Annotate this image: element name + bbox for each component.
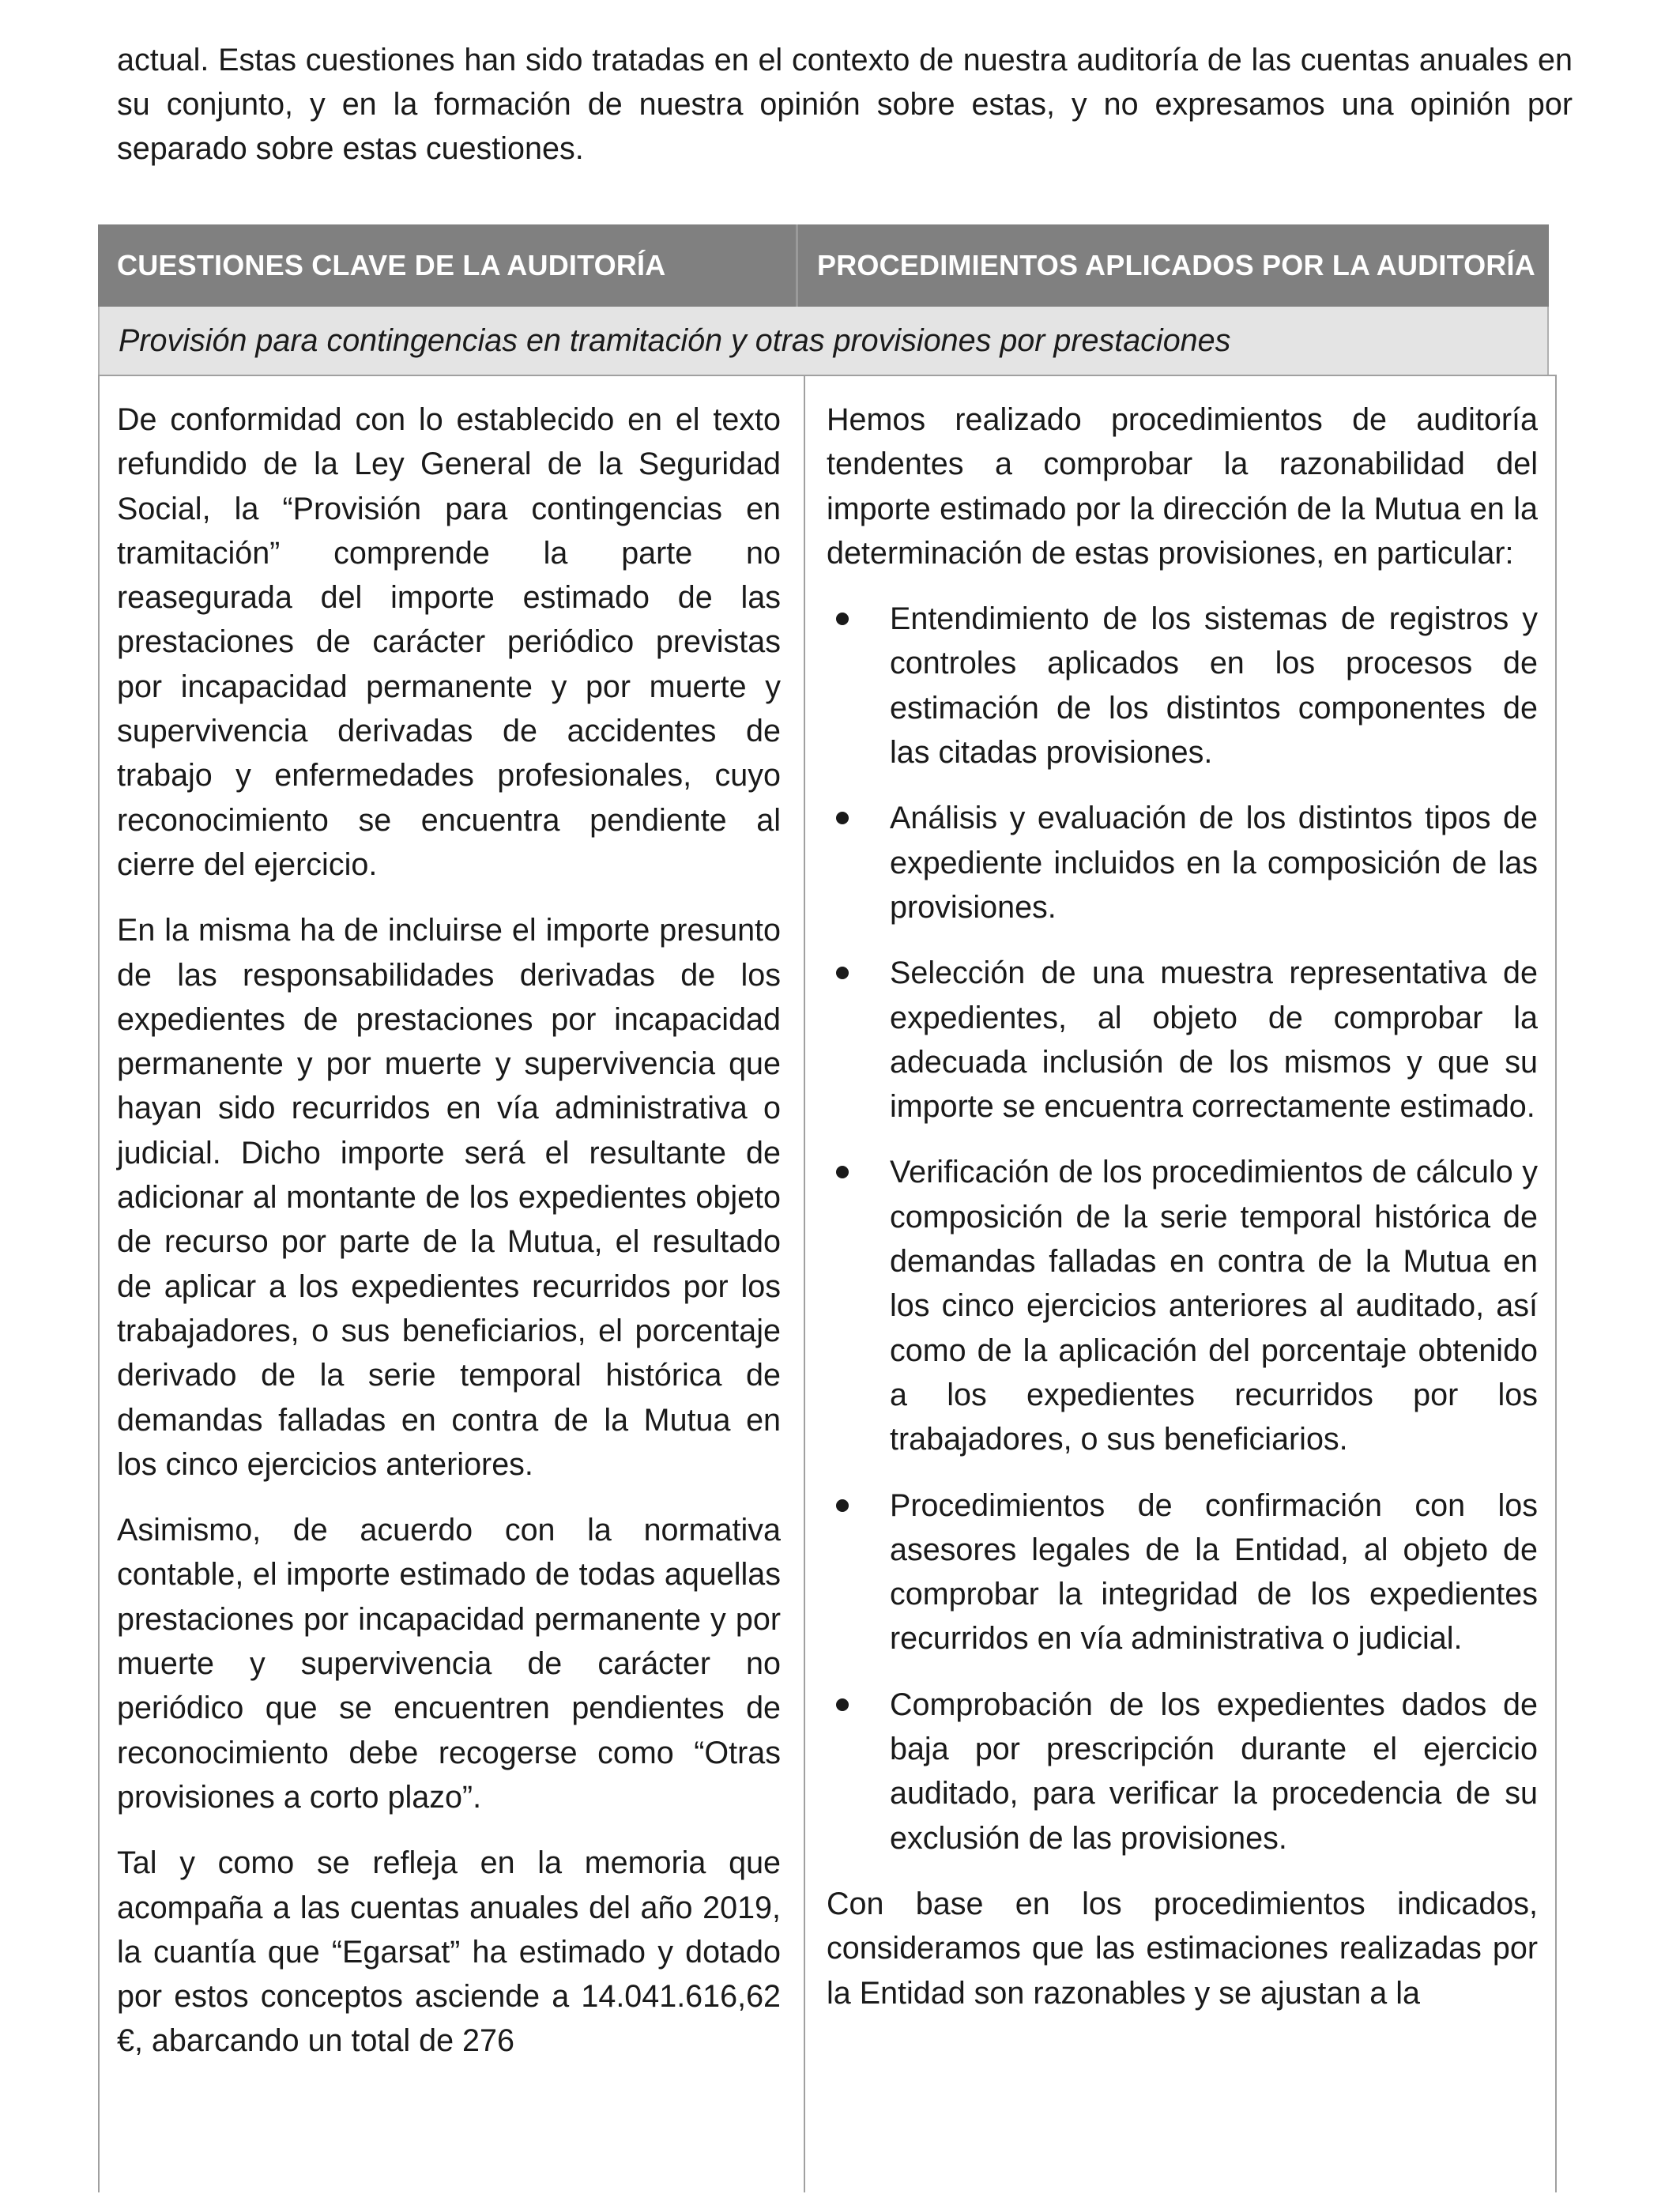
procedures-intro: Hemos realizado procedimientos de auditoría tendentes a comprobar la razonabilidad del importe estimado por la dirección de la Mutua en la determinación de estas provisiones, en particular:: [827, 402, 1538, 571]
key-matter-paragraph: Tal y como se refleja en la memoria que acompaña a las cuentas anuales del año 2019, la cuantía que “Egarsat” ha estimado y dotado por estos conceptos asciende a 14.041.616,62 €, abarcando un total de 276: [117, 1845, 781, 2059]
list-item-text: Entendimiento de los sistemas de registros y controles aplicados en los procesos de estimación de los distintos componentes de las citadas provisiones.: [890, 601, 1538, 771]
bullet-icon: [836, 1499, 849, 1512]
header-procedures: PROCEDIMIENTOS APLICADOS POR LA AUDITORÍA: [817, 249, 1535, 281]
bullet-icon: [836, 812, 849, 824]
bullet-icon: [836, 1698, 849, 1711]
list-item-text: Verificación de los procedimientos de cálculo y composición de la serie temporal histórica de demandas falladas en contra de la Mutua en los cinco ejercicios anteriores al auditado, así como de la aplicación del porcentaje obtenido a los expedientes recurridos por los trabajadores, o sus beneficiarios.: [890, 1155, 1538, 1457]
bullet-icon: [836, 613, 849, 625]
list-item: [827, 1483, 1538, 1661]
list-item: [827, 796, 1538, 929]
key-matter-paragraph: Asimismo, de acuerdo con la normativa contable, el importe estimado de todas aquellas prestaciones por incapacidad permanente y por muerte y supervivencia de carácter no periódico que se encuentren pendientes de reconocimiento debe recogerse como “Otras provisiones a corto plazo”.: [117, 1513, 781, 1815]
header-key-matters: CUESTIONES CLAVE DE LA AUDITORÍA: [98, 224, 798, 307]
intro-paragraph: actual. Estas cuestiones han sido tratadas en el contexto de nuestra auditoría de las cuentas anuales en su conjunto, y en la formación de nuestra opinión sobre estas, y no expresamos una opinión por separado sobre estas cuestiones.: [117, 42, 1573, 166]
key-matter-paragraph: En la misma ha de incluirse el importe presunto de las responsabilidades derivadas de los expedientes de prestaciones por incapacidad permanente y por muerte y supervivencia que hayan sido recurridos en vía administrativa o judicial. Dicho importe será el resultante de adicionar al montante de los expedientes objeto de recurso por parte de la Mutua, el resultado de aplicar a los expedientes recurridos por los trabajadores, o sus beneficiarios, el porcentaje derivado de la serie temporal histórica de demandas falladas en contra de la Mutua en los cinco ejercicios anteriores.: [117, 913, 781, 1482]
key-matter-paragraph: De conformidad con lo establecido en el texto refundido de la Ley General de la Seguridad Social, la “Provisión para contingencias en tramitación” comprende la parte no reasegurada del importe estimado de las prestaciones de carácter periódico previstas por incapacidad permanente y por muerte y supervivencia derivadas de accidentes de trabajo y enfermedades profesionales, cuyo reconocimiento se encuentra pendiente al cierre del ejercicio.: [117, 402, 781, 882]
list-item: [827, 951, 1538, 1129]
list-item-text: Análisis y evaluación de los distintos tipos de expediente incluidos en la composición de las provisiones.: [890, 801, 1538, 925]
bullet-icon: [836, 967, 849, 979]
list-item: [827, 1150, 1538, 1461]
list-item-text: Procedimientos de confirmación con los asesores legales de la Entidad, al objeto de comprobar la integridad de los expedientes recurridos en vía administrativa o judicial.: [890, 1487, 1538, 1657]
table-header-row: [98, 224, 1549, 307]
key-matters-column: [117, 398, 781, 2085]
list-item: [827, 597, 1538, 775]
table-subheader: Provisión para contingencias en tramitación y otras provisiones por prestaciones: [98, 307, 1549, 375]
column-divider: [804, 375, 805, 2192]
list-item-text: Selección de una muestra representativa de expedientes, al objeto de comprobar la adecuada inclusión de los mismos y que su importe se encuentra correctamente estimado.: [890, 956, 1538, 1125]
procedures-list: [827, 597, 1538, 1860]
procedures-column: [827, 398, 1538, 2037]
list-item: [827, 1683, 1538, 1860]
list-item-text: Comprobación de los expedientes dados de baja por prescripción durante el ejercicio auditado, para verificar la procedencia de su exclusión de las provisiones.: [890, 1687, 1538, 1856]
bullet-icon: [836, 1166, 849, 1178]
procedures-conclusion: Con base en los procedimientos indicados, consideramos que las estimaciones realizadas por la Entidad son razonables y se ajustan a la: [827, 1886, 1538, 2011]
